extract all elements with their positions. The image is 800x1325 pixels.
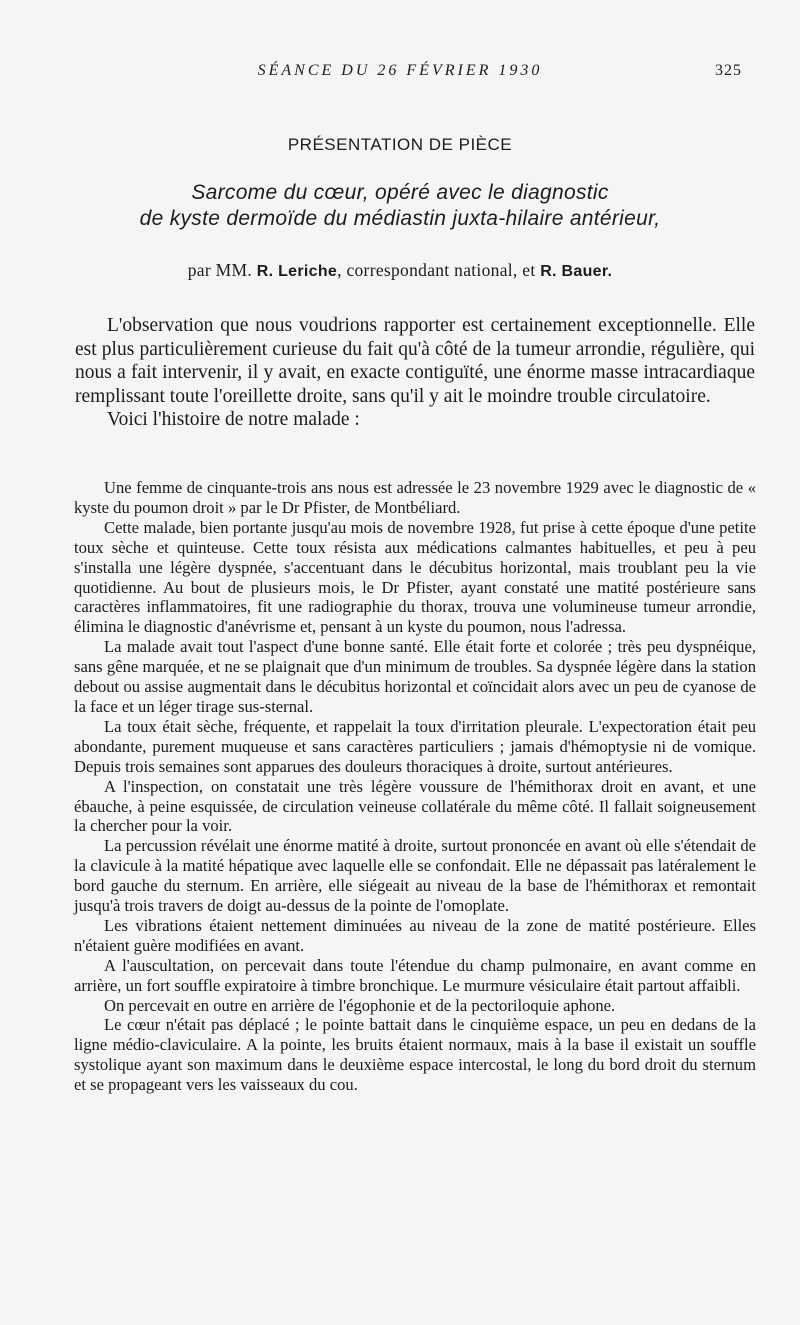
intro-paragraph: L'observation que nous voudrions rapporter est certainement exceptionnelle. Elle est plus particulièrement curieuse du fait qu'à côté de la tumeur arrondie, régulière, qui nous a fait intervenir, il y avait, en exacte contiguïté, une énorme masse intracardiaque remplissant toute l'oreillette droite, sans qu'il y ait le moindre trouble circulatoire.: [75, 315, 755, 407]
case-paragraph: Les vibrations étaient nettement diminuées au niveau de la zone de matité postérieure. Elles n'étaient guère modifiées en avant.: [74, 915, 756, 955]
author-name: R. Bauer.: [540, 263, 613, 280]
byline-middle: , correspondant national, et: [337, 260, 541, 280]
case-paragraph: Une femme de cinquante-trois ans nous est adressée le 23 novembre 1929 avec le diagnostic de « kyste du poumon droit » par le Dr Pfister, de Montbéliard.: [74, 478, 756, 517]
intro-text: [75, 314, 755, 432]
article-title-line-2: de kyste dermoïde du médiastin juxta-hilaire antérieur,: [139, 207, 661, 230]
article-title-line-1: Sarcome du cœur, opéré avec le diagnostic: [191, 181, 609, 204]
case-paragraph: La toux était sèche, fréquente, et rappelait la toux d'irritation pleurale. L'expectoration était peu abondante, purement muqueuse et sans caractères particuliers ; jamais d'hémoptysie ni de vomique. Depuis trois semaines sont apparues des douleurs thoraciques à droite, surtout antérieures.: [74, 716, 756, 776]
page-number: 325: [715, 62, 742, 79]
case-paragraph: On percevait en outre en arrière de l'égophonie et de la pectoriloquie aphone.: [104, 995, 616, 1015]
case-paragraph: A l'auscultation, on percevait dans toute l'étendue du champ pulmonaire, en avant comme en arrière, un fort souffle expiratoire à timbre bronchique. Le murmure vésiculaire était partout affaibli.: [74, 955, 756, 995]
byline-prefix: par MM.: [187, 260, 257, 280]
running-head-title: SÉANCE DU 26 FÉVRIER 1930: [257, 62, 543, 79]
case-paragraph: A l'inspection, on constatait une très légère voussure de l'hémithorax droit en avant, et une ébauche, à peine esquissée, de circulation veineuse collatérale du même côté. Il fallait soigneusement la chercher pour la voir.: [74, 776, 756, 836]
case-paragraph: La malade avait tout l'aspect d'une bonne santé. Elle était forte et colorée ; très peu dyspnéique, sans gêne marquée, et ne se plaignait que d'un minimum de troubles. Sa dyspnée légère dans la station debout ou assise augmentait dans le décubitus horizontal et coïncidait alors avec un peu de cyanose de la face et un léger tirage sus-sternal.: [74, 637, 756, 716]
case-paragraph: La percussion révélait une énorme matité à droite, surtout prononcée en avant où elle s'étendait de la clavicule à la matité hépatique avec laquelle elle se confondait. Elle ne dépassait pas latéralement le bord gauche du sternum. En arrière, elle siégeait au niveau de la base de l'hémithorax et remontait jusqu'à trois travers de doigt au-dessus de la pointe de l'omoplate.: [74, 836, 756, 916]
section-heading: PRÉSENTATION DE PIÈCE: [287, 135, 513, 154]
intro-paragraph: Voici l'histoire de notre malade :: [107, 409, 360, 430]
case-report-text: [74, 478, 756, 1095]
running-head: [0, 62, 800, 84]
author-name: R. Leriche: [256, 263, 338, 280]
case-paragraph: Cette malade, bien portante jusqu'au mois de novembre 1928, fut prise à cette époque d'une petite toux sèche et quinteuse. Cette toux résista aux médications calmantes habituelles, et peu à peu s'installa une légère dyspnée, s'accentuant dans le décubitus horizontal, mais troublant peu la vie quotidienne. Au bout de plusieurs mois, le Dr Pfister, ayant constaté une matité postérieure sans caractères inflammatoires, fit une radiographie du thorax, trouva une volumineuse tumeur arrondie, élimina le diagnostic d'anévrisme et, pensant à un kyste du poumon, nous l'adressa.: [74, 517, 756, 637]
case-paragraph: Le cœur n'était pas déplacé ; le pointe battait dans le cinquième espace, un peu en dedans de la ligne médio-claviculaire. A la pointe, les bruits étaient normaux, mais à la base il existait un souffle systolique ayant son maximum dans le deuxième espace intercostal, le long du bord droit du sternum et se propageant vers les vaisseaux du cou.: [74, 1015, 756, 1095]
byline: [0, 260, 800, 281]
article-title: [0, 180, 800, 232]
